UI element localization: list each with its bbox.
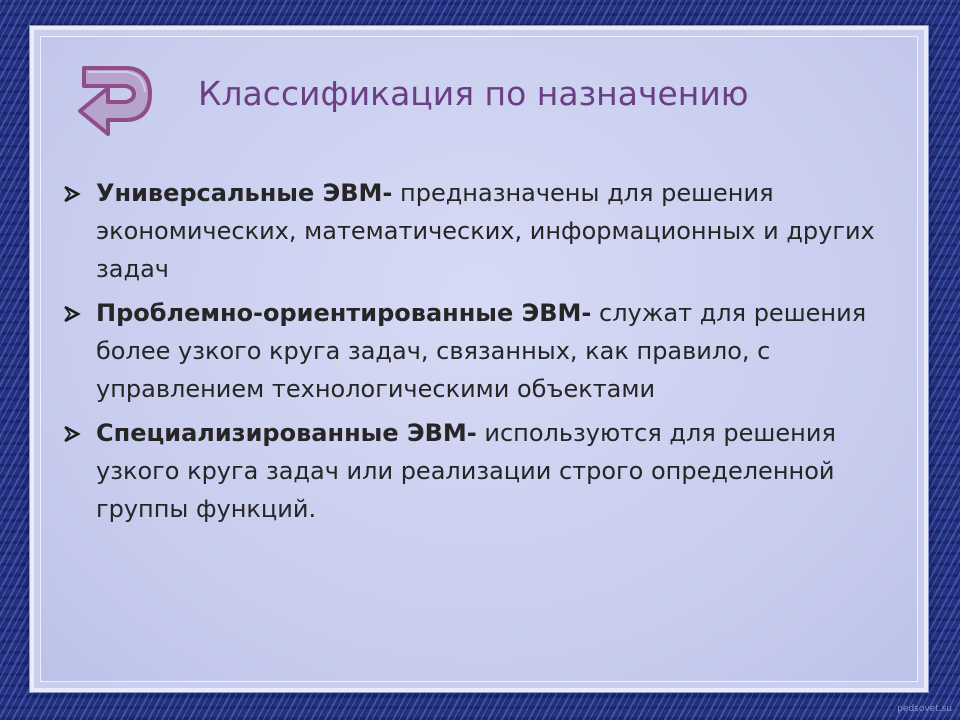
term-problem-oriented: Проблемно-ориентированные ЭВМ- [96,299,592,327]
slide-title: Классификация по назначению [198,74,749,113]
chevron-right-icon [62,304,82,324]
return-arrow-icon [78,64,154,138]
watermark: pedsovet.su [897,704,952,714]
chevron-right-icon [62,424,82,444]
description-specialized: используются для решения узкого круга задач или реализации строго определенной группы функций. [96,419,836,523]
bullet-list [60,174,900,534]
list-item-universal [60,174,900,288]
chevron-right-icon [62,184,82,204]
description-problem-oriented: служат для решения более узкого круга задач, связанных, как правило, с управлением технологическими объектами [96,299,867,403]
list-item-specialized [60,414,900,528]
term-specialized: Специализированные ЭВМ- [96,419,477,447]
description-universal: предназначены для решения экономических, математических, информационных и других задач [96,179,875,283]
term-universal: Универсальные ЭВМ- [96,179,393,207]
list-item-problem-oriented [60,294,900,408]
